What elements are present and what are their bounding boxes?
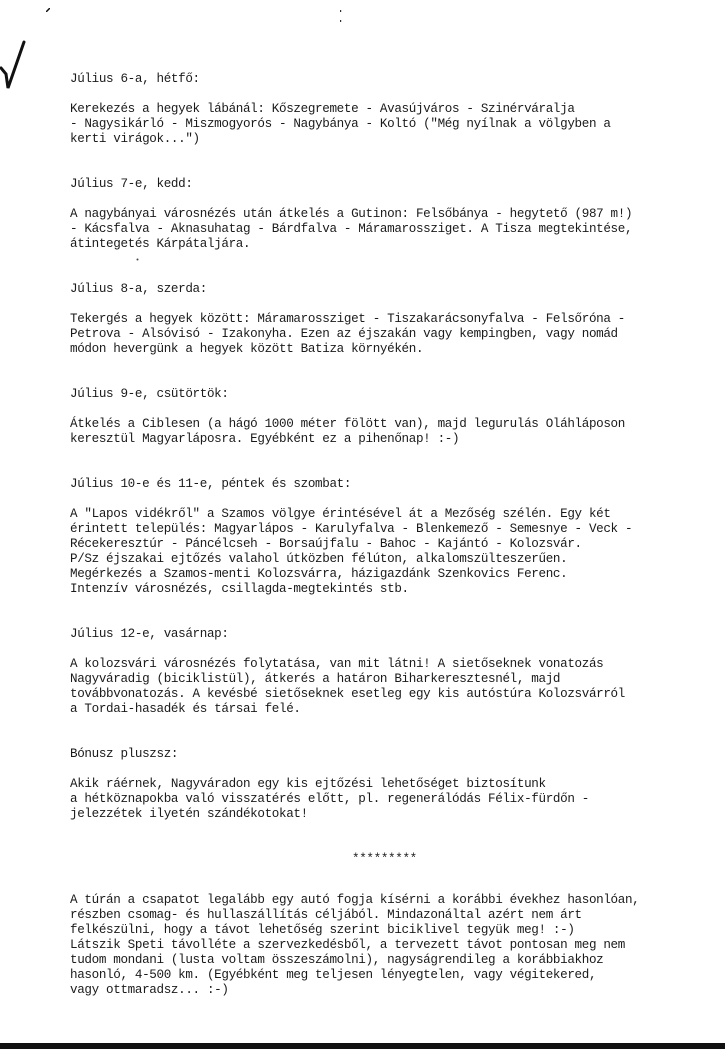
paragraph-line: érintett település: Magyarlápos - Karulyfalva - Blenkemező - Semesnye - Veck - [70, 522, 633, 536]
closing-line: részben csomag- és hullaszállítás céljából. Mindazonáltal azért nem árt [70, 908, 582, 922]
day-heading: Július 7-e, kedd: [70, 177, 193, 191]
spacer [70, 867, 720, 893]
day-heading: Július 8-a, szerda: [70, 282, 207, 296]
paragraph-line: Intenzív városnézés, csillagda-megtekintés stb. [70, 582, 409, 596]
scan-speck [340, 10, 342, 24]
paragraph-line: Récekeresztúr - Páncélcseh - Borsaújfalu - Bahoc - Kajántó - Kolozsvár. [70, 537, 582, 551]
paragraph-line: Megérkezés a Szamos-menti Kolozsvárra, házigazdánk Szenkovics Ferenc. [70, 567, 568, 581]
paragraph-line: Akik ráérnek, Nagyváradon egy kis ejtőzési lehetőséget biztosítunk [70, 777, 546, 791]
closing-line: Látszik Speti távolléte a szervezkedésből, a tervezett távot pontosan meg nem [70, 938, 625, 952]
day-heading: Július 12-e, vasárnap: [70, 627, 229, 641]
paragraph-line: Tekergés a hegyek között: Máramarossziget - Tiszakarácsonyfalva - Felsőróna - [70, 312, 625, 326]
paragraph-line: A nagybányai városnézés után átkelés a Gutinon: Felsőbánya - hegytető (987 m!) [70, 207, 633, 221]
bonus-heading: Bónusz pluszsz: [70, 747, 179, 761]
paragraph-line: Nagyváradig (biciklistül), átkerés a határon Biharkeresztesnél, majd [70, 672, 561, 686]
spacer [70, 642, 720, 657]
paragraph-line: Kerekezés a hegyek lábánál: Kőszegremete - Avasújváros - Szinérváralja [70, 102, 575, 116]
day-heading: Július 9-e, csütörtök: [70, 387, 229, 401]
paragraph-line: módon hevergünk a hegyek között Batiza környékén. [70, 342, 424, 356]
paragraph-line: - Nagysikárló - Miszmogyorós - Nagybánya - Koltó ("Még nyílnak a völgyben a [70, 117, 611, 131]
spacer [70, 447, 720, 477]
paragraph-line: a Tordai-hasadék és társai felé. [70, 702, 301, 716]
paragraph-line: kerti virágok...") [70, 132, 200, 146]
spacer [70, 717, 720, 747]
paragraph-line: jelezzétek ilyetén szándékotokat! [70, 807, 308, 821]
closing-line: hasonló, 4-500 km. (Egyébként meg teljesen lényegtelen, vagy végitekered, [70, 968, 597, 982]
spacer [70, 192, 720, 207]
spacer [70, 492, 720, 507]
spacer [70, 87, 720, 102]
spacer [70, 147, 720, 177]
day-heading: Július 6-a, hétfő: [70, 72, 200, 86]
spacer [70, 357, 720, 387]
scan-speck [46, 8, 50, 12]
spacer [70, 762, 720, 777]
document-body [70, 72, 720, 998]
spacer [70, 297, 720, 312]
paragraph-line: továbbvonatozás. A kevésbé sietőseknek esetleg egy kis autóstúra Kolozsvárról [70, 687, 625, 701]
pen-tick-mark [0, 40, 26, 90]
spacer [70, 597, 720, 627]
paragraph-line: P/Sz éjszakai ejtőzés valahol útközben félúton, alkalomszülteszerűen. [70, 552, 568, 566]
paragraph-line: keresztül Magyarláposra. Egyébként ez a pihenőnap! :-) [70, 432, 460, 446]
paragraph-line: átintegetés Kárpátaljára. [70, 237, 251, 251]
paragraph-line: A kolozsvári városnézés folytatása, van mit látni! A sietőseknek vonatozás [70, 657, 604, 671]
day-heading: Július 10-e és 11-e, péntek és szombat: [70, 477, 352, 491]
closing-line: A túrán a csapatot legalább egy autó fogja kísérni a korábbi évekhez hasonlóan, [70, 893, 640, 907]
closing-line: vagy ottmaradsz... :-) [70, 983, 229, 997]
paragraph-line: - Kácsfalva - Aknasuhatag - Bárdfalva - Máramarossziget. A Tisza megtekintése, [70, 222, 633, 236]
paragraph-line: A "Lapos vidékről" a Szamos völgye érintésével át a Mezőség szélén. Egy két [70, 507, 611, 521]
closing-line: tudom mondani (lusta voltam összeszámolni), nagyságrendileg a korábbiakhoz [70, 953, 604, 967]
paragraph-line: Petrova - Alsóvisó - Izakonyha. Ezen az éjszakán vagy kempingben, vagy nomád [70, 327, 618, 341]
paragraph-line: Átkelés a Ciblesen (a hágó 1000 méter fölött van), majd legurulás Oláhláposon [70, 417, 625, 431]
paragraph-line: a hétköznapokba való visszatérés előtt, pl. regenerálódás Félix-fürdőn - [70, 792, 589, 806]
spacer [70, 822, 720, 852]
spacer [70, 402, 720, 417]
spacer [70, 252, 720, 282]
closing-line: felkészülni, hogy a távot lehetőség szerint biciklivel tegyük meg! :-) [70, 923, 575, 937]
scan-bottom-edge [0, 1043, 725, 1049]
asterisk-divider: ********* [352, 852, 417, 866]
